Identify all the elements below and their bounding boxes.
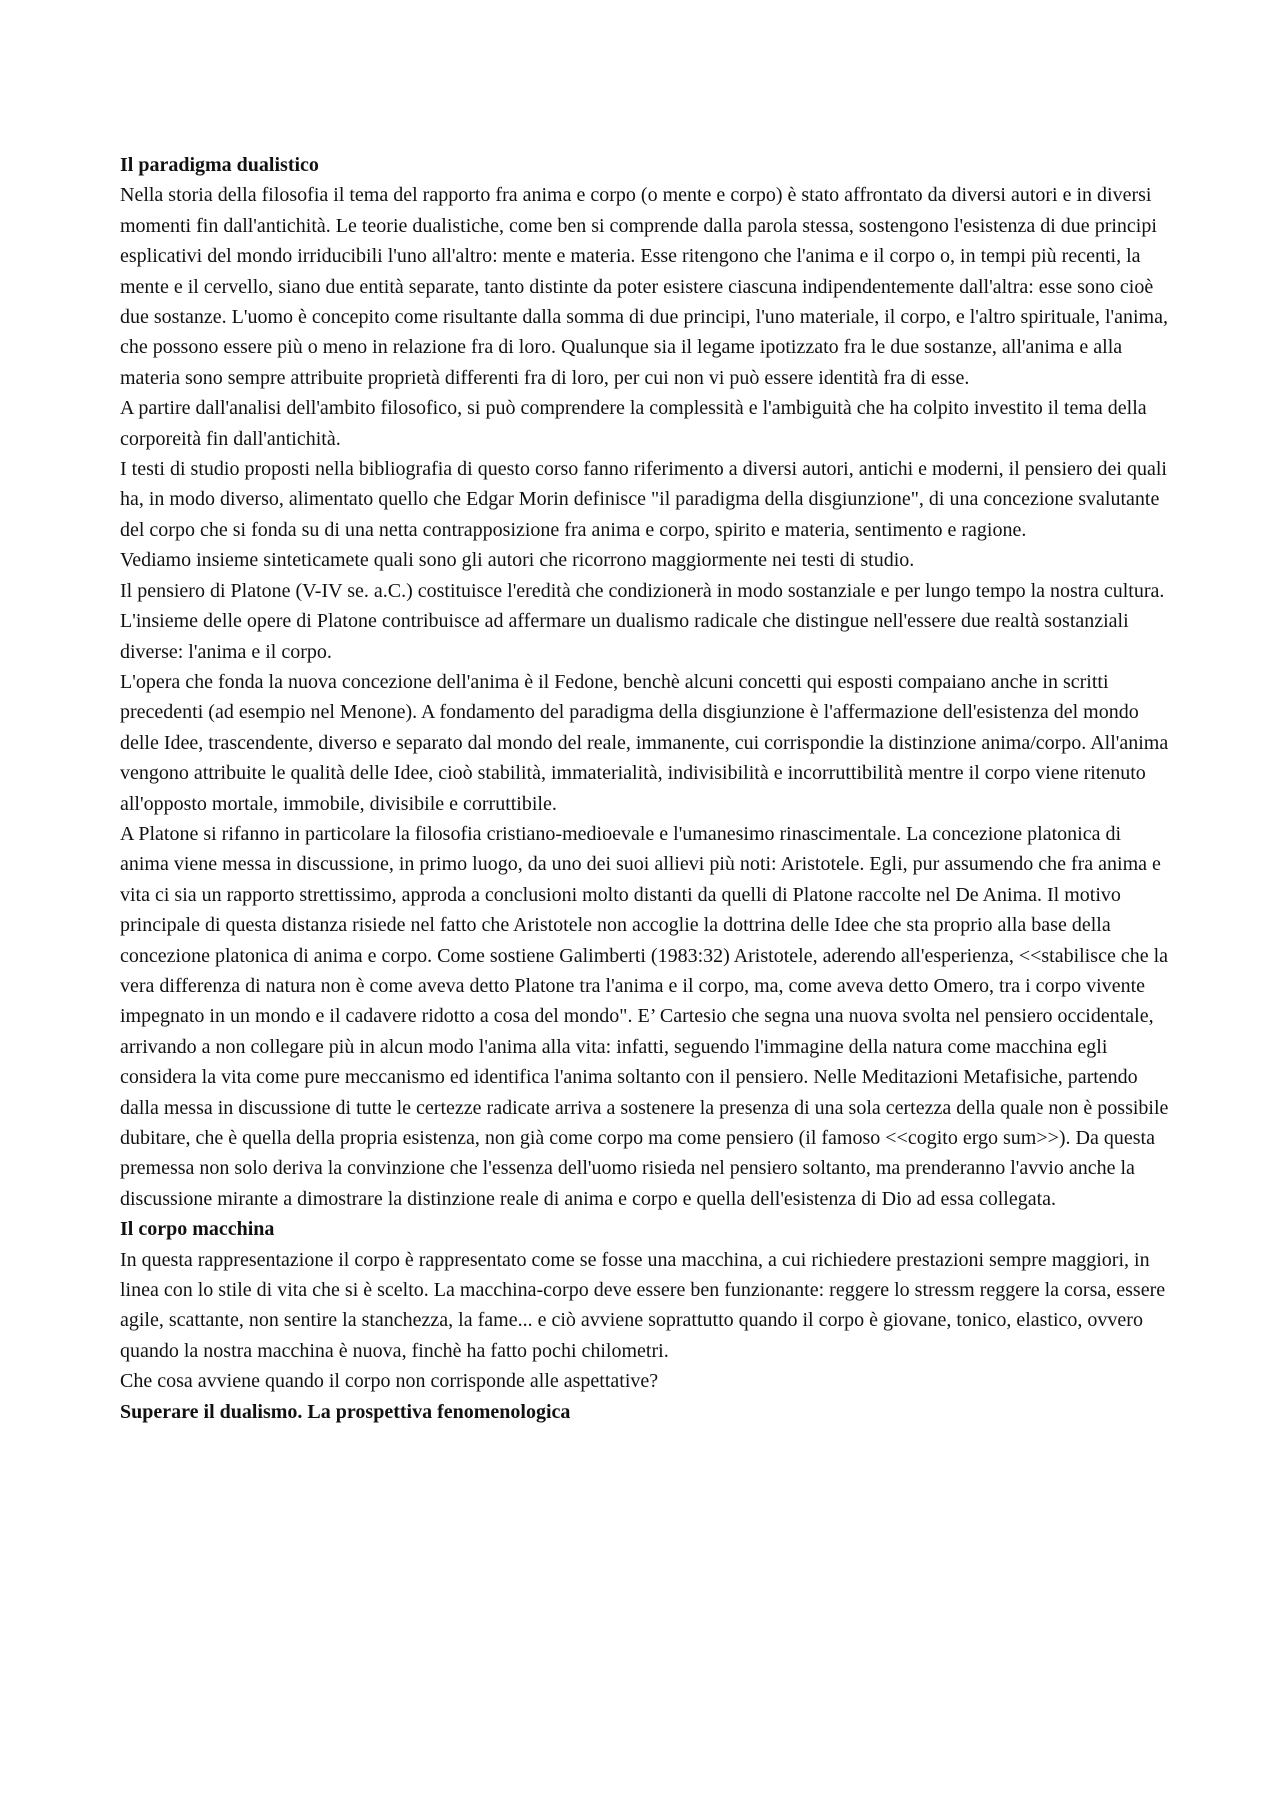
- paragraph-question: Che cosa avviene quando il corpo non corrisponde alle aspettative?: [120, 1370, 659, 1393]
- paragraph-authors-intro: Vediamo insieme sinteticamete quali sono gli autori che ricorrono maggiormente nei testi di studio.: [120, 549, 915, 572]
- section-heading-dualism: Il paradigma dualistico: [120, 154, 319, 176]
- paragraph-plato: Il pensiero di Platone (V-IV se. a.C.) costituisce l'eredità che condizionerà in modo sostanziale e per lungo tempo la nostra cultura. L'insieme delle opere di Platone contribuisce ad affermare un dualismo radicale che distingue nell'essere due realtà sostanziali diverse: l'anima e il corpo.: [120, 579, 1165, 663]
- paragraph-aristotle-descartes: A Platone si rifanno in particolare la filosofia cristiano-medioevale e l'umanesimo rinascimentale. La concezione platonica di anima viene messa in discussione, in primo luogo, da uno dei suoi allievi più noti: Aristotele. Egli, pur assumendo che fra anima e vita ci sia un rapporto strettissimo, approda a conclusioni molto distanti da quelli di Platone raccolte nel De Anima. Il motivo principale di questa distanza risiede nel fatto che Aristotele non accoglie la dottrina delle Idee che sta proprio alla base della concezione platonica di anima e corpo. Come sostiene Galimberti (1983:32) Aristotele, aderendo all'esperienza, <<stabilisce che la vera differenza di natura non è come aveva detto Platone tra l'anima e il corpo, ma, come aveva detto Omero, tra i corpo vivente impegnato in un mondo e il cadavere ridotto a cosa del mondo". E’ Cartesio che segna una nuova svolta nel pensiero occidentale, arrivando a non collegare più in alcun modo l'anima alla vita: infatti, seguendo l'immagine della natura come macchina egli considera la vita come pure meccanismo ed identifica l'anima soltanto con il pensiero. Nelle Meditazioni Metafisiche, partendo dalla messa in discussione di tutte le certezze radicate arriva a sostenere la presenza di una sola certezza della quale non è possibile dubitare, che è quella della propria esistenza, non già come corpo ma come pensiero (il famoso <<cogito ergo sum>>). Da questa premessa non solo deriva la convinzione che l'essenza dell'uomo risieda nel pensiero soltanto, ma prenderanno l'avvio anche la discussione mirante a dimostrare la distinzione reale di anima e corpo e quella dell'esistenza di Dio ad essa collegata.: [120, 822, 1169, 1210]
- paragraph-fedone: L'opera che fonda la nuova concezione dell'anima è il Fedone, benchè alcuni concetti qui esposti compaiano anche in scritti precedenti (ad esempio nel Menone). A fondamento del paradigma della disgiunzione è l'affermazione dell'esistenza del mondo delle Idee, trascendente, diverso e separato dal mondo del reale, immanente, cui corrispondie la distinzione anima/corpo. All'anima vengono attribuite le qualità delle Idee, cioò stabilità, immaterialità, indivisibilità e incorruttibilità mentre il corpo viene ritenuto all'opposto mortale, immobile, divisibile e corruttibile.: [120, 670, 1169, 815]
- document-page: [120, 150, 1170, 1427]
- section-heading-phenomenology: Superare il dualismo. La prospettiva fenomenologica: [120, 1400, 571, 1423]
- paragraph-study-texts: I testi di studio proposti nella bibliografia di questo corso fanno riferimento a diversi autori, antichi e moderni, il pensiero dei quali ha, in modo diverso, alimentato quello che Edgar Morin definisce "il paradigma della disgiunzione", di una concezione svalutante del corpo che si fonda su di una netta contrapposizione fra anima e corpo, spirito e materia, sentimento e ragione.: [120, 458, 1167, 541]
- section-heading-body-machine: Il corpo macchina: [120, 1218, 275, 1241]
- paragraph-philosophical-analysis: A partire dall'analisi dell'ambito filosofico, si può comprendere la complessità e l'ambiguità che ha colpito investito il tema della corporeità fin dall'antichità.: [120, 397, 1147, 450]
- paragraph-dualist-theories: Nella storia della filosofia il tema del rapporto fra anima e corpo (o mente e corpo) è stato affrontato da diversi autori e in diversi momenti fin dall'antichità. Le teorie dualistiche, come ben si comprende dalla parola stessa, sostengono l'esistenza di due principi esplicativi del mondo irriducibili l'uno all'altro: mente e materia. Esse ritengono che l'anima e il corpo o, in tempi più recenti, la mente e il cervello, siano due entità separate, tanto distinte da poter esistere ciascuna indipendentemente dall'altra: esse sono cioè due sostanze. L'uomo è concepito come risultante dalla somma di due principi, l'uno materiale, il corpo, e l'altro spirituale, l'anima, che possono essere più o meno in relazione fra di loro. Qualunque sia il legame ipotizzato fra le due sostanze, all'anima e alla materia sono sempre attribuite proprietà differenti fra di loro, per cui non vi può essere identità fra di esse.: [120, 184, 1168, 389]
- paragraph-body-machine: In questa rappresentazione il corpo è rappresentato come se fosse una macchina, a cui richiedere prestazioni sempre maggiori, in linea con lo stile di vita che si è scelto. La macchina-corpo deve essere ben funzionante: reggere lo stressm reggere la corsa, essere agile, scattante, non sentire la stanchezza, la fame... e ciò avviene soprattutto quando il corpo è giovane, tonico, elastico, ovvero quando la nostra macchina è nuova, finchè ha fatto pochi chilometri.: [120, 1248, 1166, 1362]
